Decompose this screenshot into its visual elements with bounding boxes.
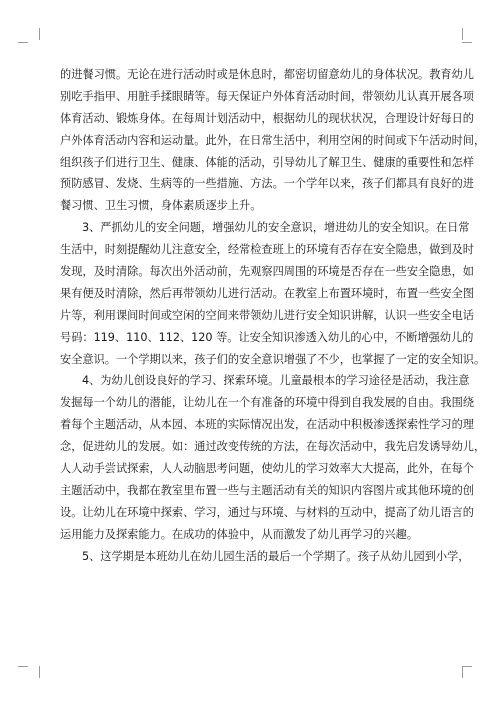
text-line: 户外体育活动内容和运动量。此外，在日常生活中，利用空闲的时间或下午活动时间， <box>60 133 486 147</box>
text-line: 安全意识。一个学期以来，孩子们的安全意识增强了不少，也掌握了一定的安全知识。 <box>60 352 486 366</box>
text-line: 果有便及时清除，然后再带领幼儿进行活动。在教室上布置环境时，布置一些安全图 <box>60 286 474 300</box>
text-line: 餐习惯、卫生习惯，身体素质逐步上升。 <box>60 199 262 213</box>
paragraph-learning-environment <box>60 370 486 545</box>
text-line: 运用能力及探索能力。在成功的体验中，从而激发了幼儿再学习的兴趣。 <box>60 527 419 541</box>
text-line: 3、严抓幼儿的安全问题，增强幼儿的安全意识，增进幼儿的安全知识。在日常 <box>82 221 470 235</box>
text-line: 组织孩子们进行卫生、健康、体能的活动，引导幼儿了解卫生、健康的重要性和怎样 <box>60 155 474 169</box>
document-body <box>60 64 486 567</box>
text-line: 人人动手尝试探索，人人动脑思考问题，使幼儿的学习效率大大提高，此外，在每个 <box>60 462 474 476</box>
text-line: 念，促进幼儿的发展。如：通过改变传统的方法，在每次活动中，我先启发诱导幼儿， <box>60 440 486 454</box>
paragraph-safety <box>60 217 486 370</box>
paragraph-continuation <box>60 64 486 217</box>
text-line: 预防感冒、发烧、生病等的一些措施、方法。一个学年以来，孩子们都具有良好的进 <box>60 177 474 191</box>
text-line: 着每个主题活动，从本园、本班的实际情况出发，在活动中积极渗透探索性学习的理 <box>60 418 474 432</box>
text-line: 生活中，时刻提醒幼儿注意安全，经常检查班上的环境有否存在安全隐患，做到及时 <box>60 243 474 257</box>
text-line: 片等，利用课间时间或空闲的空间来带领幼儿进行安全知识讲解，认识一些安全电话 <box>60 308 474 322</box>
text-line: 别吃手指甲、用脏手揉眼睛等。每天保证户外体育活动时间，带领幼儿认真开展各项 <box>60 89 474 103</box>
text-line: 4、为幼儿创设良好的学习、探索环境。儿童最根本的学习途径是活动，我注意 <box>82 374 470 388</box>
text-line: 的进餐习惯。无论在进行活动时或是休息时，都密切留意幼儿的身体状况。教育幼儿 <box>60 68 474 81</box>
text-line: 号码：119、110、112、120 等。让安全知识渗透入幼儿的心中，不断增强幼儿的 <box>60 330 474 344</box>
text-line: 发掘每一个幼儿的潜能，让幼儿在一个有准备的环境中得到自我发展的自由。我围绕 <box>60 396 474 410</box>
text-line: 发现，及时清除。每次出外活动前，先观察四周围的环境是否存在一些安全隐患，如 <box>60 265 474 279</box>
paragraph-final-semester <box>60 546 470 568</box>
text-line: 体育活动、锻炼身体。在每周计划活动中，根据幼儿的现状状况，合理设计好每日的 <box>60 111 474 125</box>
text-line: 5、这学期是本班幼儿在幼儿园生活的最后一个学期了。孩子从幼儿园到小学， <box>82 549 470 563</box>
text-line: 设。让幼儿在环境中探索、学习，通过与环境、与材料的互动中，提高了幼儿语言的 <box>60 505 474 519</box>
text-line: 主题活动中，我都在教室里布置一些与主题活动有关的知识内容图片或其他环境的创 <box>60 483 474 497</box>
